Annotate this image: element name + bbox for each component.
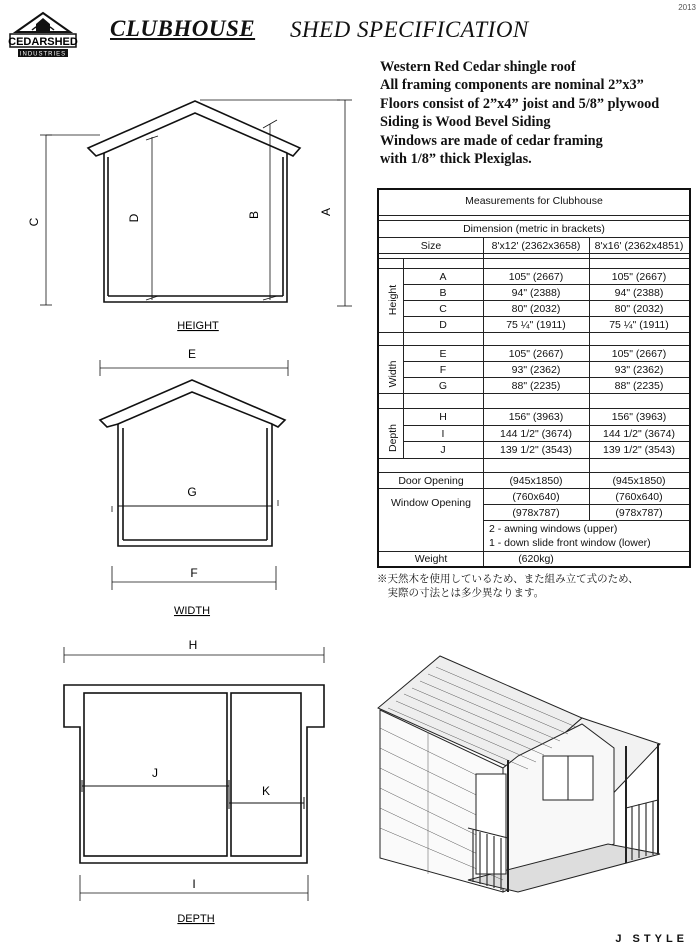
row-i-v1: 144 1/2" (3674) — [499, 428, 573, 440]
size-label: Size — [420, 240, 442, 252]
logo-sub: INDUSTRIES — [19, 51, 67, 58]
row-b-v1: 94" (2388) — [511, 287, 561, 299]
logo-name: CEDARSHED — [8, 36, 78, 48]
row-h-v1: 156" (3963) — [508, 411, 564, 423]
dim-d-label: D — [127, 213, 141, 223]
dim-c-label: C — [27, 217, 41, 227]
door-label: Door Opening — [398, 475, 464, 487]
height-diagram — [0, 0, 370, 340]
row-key-i: I — [441, 428, 445, 440]
japanese-note — [377, 572, 639, 600]
window-note-1: 2 - awning windows (upper) — [489, 523, 618, 535]
row-key-b: B — [439, 287, 447, 299]
row-key-d: D — [439, 319, 447, 331]
spec-line: Western Red Cedar shingle roof — [380, 59, 576, 75]
dim-k-label: K — [261, 784, 271, 798]
spec-line: Windows are made of cedar framing — [380, 132, 603, 149]
row-e-v2: 105" (2667) — [611, 348, 667, 360]
row-key-a: A — [439, 271, 447, 283]
row-key-e: E — [439, 348, 447, 360]
spec-line: All framing components are nominal 2”x3” — [380, 77, 644, 94]
row-a-v1: 105" (2667) — [508, 271, 564, 283]
table-title: Measurements for Clubhouse — [465, 195, 603, 207]
row-key-c: C — [439, 303, 447, 315]
window-label: Window Opening — [391, 497, 471, 509]
row-j-v2: 139 1/2" (3543) — [602, 444, 676, 456]
dim-j-label: J — [152, 766, 158, 780]
row-key-f: F — [439, 364, 447, 376]
row-key-h: H — [439, 411, 447, 423]
row-i-v2: 144 1/2" (3674) — [602, 428, 676, 440]
width-diagram — [0, 340, 370, 620]
height-label: HEIGHT — [177, 320, 219, 332]
spec-line: with 1/8” thick Plexiglas. — [380, 151, 532, 168]
jstyle-brand: J STYLE — [615, 933, 688, 945]
row-b-v2: 94" (2388) — [614, 287, 664, 299]
width-label: WIDTH — [173, 605, 211, 617]
size-col-1: 8'x12' (2362x3658) — [491, 240, 581, 252]
title-sub: SHED SPECIFICATION — [290, 17, 529, 42]
row-g-v1: 88" (2235) — [511, 380, 561, 392]
door-v1: (945x1850) — [509, 475, 563, 487]
row-g-v2: 88" (2235) — [614, 380, 664, 392]
dim-a-label: A — [319, 207, 333, 217]
row-c-v1: 80" (2032) — [511, 303, 561, 315]
dim-b-label: B — [247, 210, 261, 220]
dim-h-label: H — [188, 638, 198, 652]
weight-label: Weight — [414, 553, 448, 565]
spec-line: Floors consist of 2”x4” joist and 5/8” plywood — [380, 95, 660, 112]
door-v2: (945x1850) — [612, 475, 666, 487]
note-line: ※天然木を使用しているため、また組み立て式のため、 — [377, 573, 639, 585]
window-row1-v1: (760x640) — [512, 491, 560, 503]
year-label: 2013 — [678, 3, 696, 12]
depth-label: DEPTH — [177, 913, 215, 925]
dim-f-label: F — [190, 566, 198, 580]
group-height: Height — [387, 284, 399, 316]
clubhouse-illustration — [368, 648, 668, 906]
row-a-v2: 105" (2667) — [611, 271, 667, 283]
dim-e-label: E — [187, 347, 197, 361]
weight-value: (620kg) — [518, 553, 554, 565]
title-main: CLUBHOUSE — [110, 16, 256, 41]
group-width: Width — [387, 360, 399, 388]
row-j-v1: 139 1/2" (3543) — [499, 444, 573, 456]
spec-line: Siding is Wood Bevel Siding — [380, 114, 551, 131]
window-note-2: 1 - down slide front window (lower) — [489, 537, 651, 549]
row-h-v2: 156" (3963) — [611, 411, 667, 423]
size-col-2: 8'x16' (2362x4851) — [594, 240, 684, 252]
row-f-v1: 93" (2362) — [511, 364, 561, 376]
group-depth: Depth — [387, 423, 399, 453]
row-d-v2: 75 ¼" (1911) — [609, 319, 669, 331]
row-f-v2: 93" (2362) — [614, 364, 664, 376]
row-key-g: G — [438, 380, 448, 392]
dimension-header: Dimension (metric in brackets) — [463, 223, 605, 235]
dim-i-label: I — [192, 877, 196, 891]
dim-g-label: G — [187, 485, 197, 499]
spec-list — [380, 58, 659, 168]
window-row1-v2: (760x640) — [615, 491, 663, 503]
row-c-v2: 80" (2032) — [614, 303, 664, 315]
row-e-v1: 105" (2667) — [508, 348, 564, 360]
measurements-table — [377, 188, 691, 568]
note-line: 実際の寸法とは多少異なります。 — [377, 587, 545, 599]
row-key-j: J — [440, 444, 446, 456]
window-row2-v2: (978x787) — [615, 507, 663, 519]
row-d-v1: 75 ¼" (1911) — [506, 319, 566, 331]
window-row2-v1: (978x787) — [512, 507, 560, 519]
depth-diagram — [0, 625, 370, 930]
